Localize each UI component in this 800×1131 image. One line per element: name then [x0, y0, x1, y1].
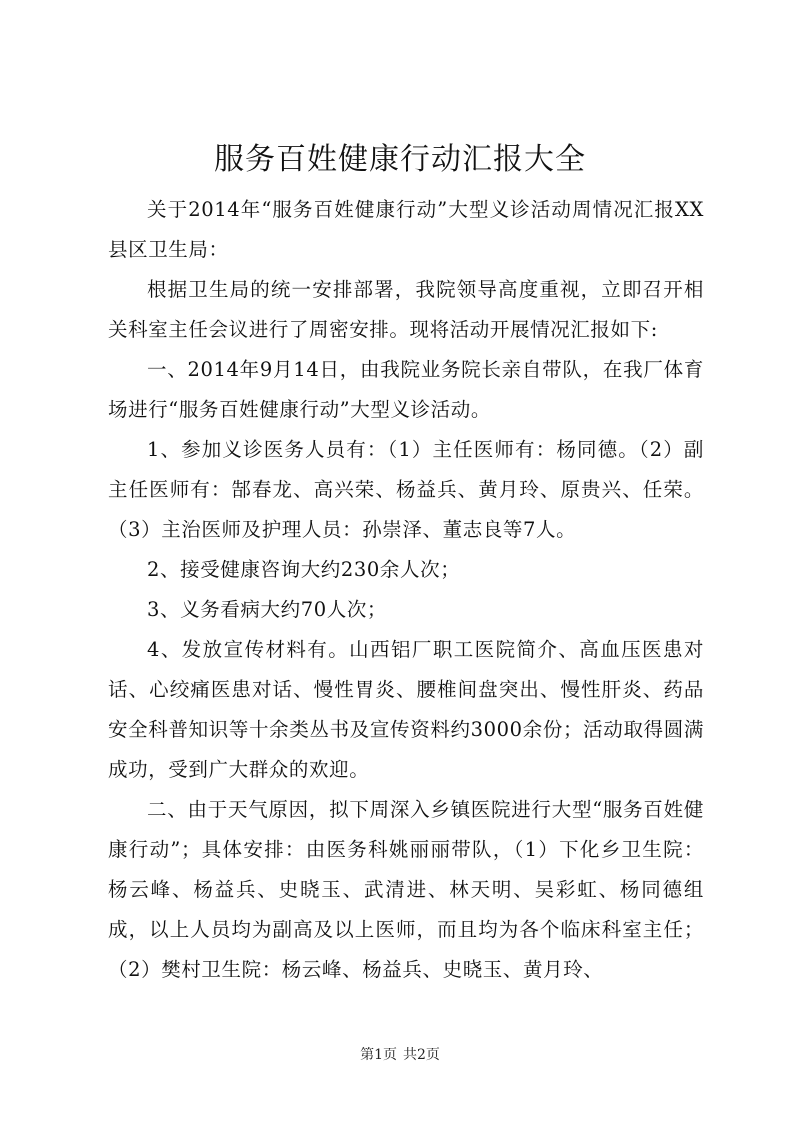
paragraph-intro: 根据卫生局的统一安排部署，我院领导高度重视，立即召开相关科室主任会议进行了周密安排。现将活动开展情况汇报如下:	[108, 278, 704, 341]
paragraph-salutation: 关于2014年“服务百姓健康行动”大型义诊活动周情况汇报XX县区卫生局：	[108, 198, 704, 261]
paragraph-section-two: 二、由于天气原因，拟下周深入乡镇医院进行大型“服务百姓健康行动”；具体安排：由医务科姚丽丽带队，（1）下化乡卫生院：杨云峰、杨益兵、史晓玉、武清进、林天明、吴彩虹、杨同德组成，以上人员均为副高及以上医师，而且均为各个临床科室主任；（2）樊村卫生院：杨云峰、杨益兵、史晓玉、黄月玲、	[108, 798, 704, 981]
page-footer	[0, 1045, 800, 1065]
paragraph-item-4: 4、发放宣传材料有。山西铝厂职工医院简介、高血压医患对话、心绞痛医患对话、慢性胃炎、腰椎间盘突出、慢性肝炎、药品安全科普知识等十余类丛书及宣传资料约3000余份；活动取得圆满成功，受到广大群众的欢迎。	[108, 638, 704, 781]
paragraph-item-1: 1、参加义诊医务人员有：（1）主任医师有：杨同德。（2）副主任医师有：郜春龙、高兴荣、杨益兵、黄月玲、原贵兴、任荣。（3）主治医师及护理人员：孙崇泽、董志良等7人。	[108, 438, 704, 541]
document-body	[108, 190, 704, 990]
document-title: 服务百姓健康行动汇报大全	[214, 142, 586, 177]
paragraph-section-one: 一、2014年9月14日，由我院业务院长亲自带队，在我厂体育场进行“服务百姓健康行动”大型义诊活动。	[108, 358, 704, 421]
page-number: 第1页	[360, 1047, 397, 1063]
page-total: 共2页	[403, 1047, 440, 1063]
paragraph-item-3: 3、义务看病大约70人次；	[147, 598, 388, 621]
paragraph-item-2: 2、接受健康咨询大约230余人次；	[147, 558, 461, 581]
